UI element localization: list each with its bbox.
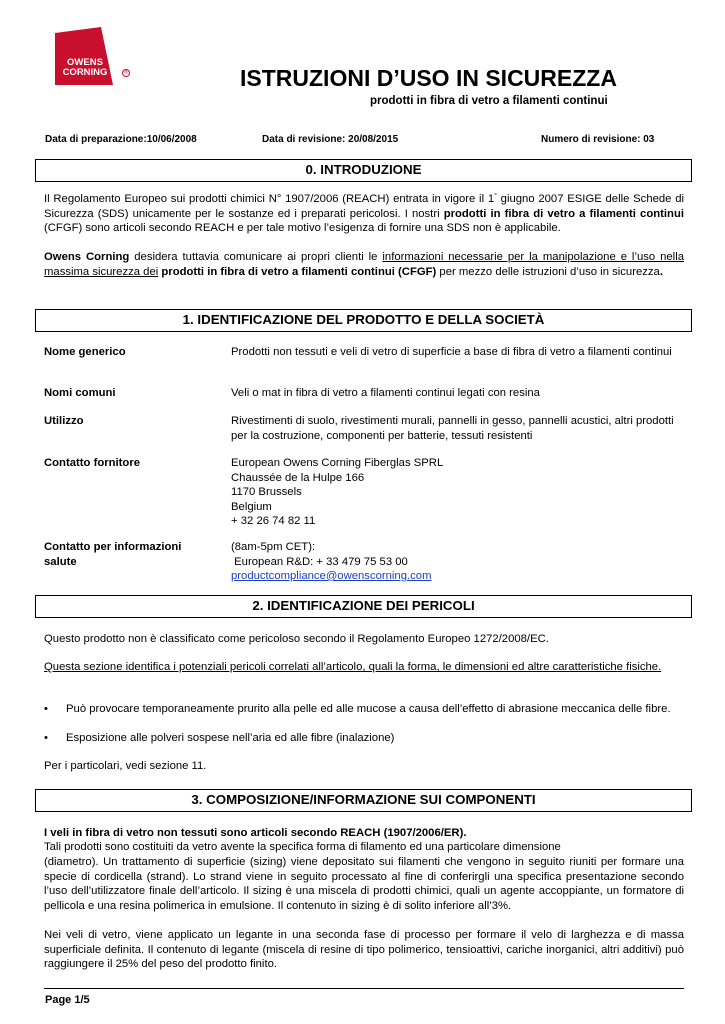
registered-mark: ®: [122, 69, 130, 77]
section-2-paragraph-3: Per i particolari, vedi sezione 11.: [44, 760, 207, 772]
usage-value: Rivestimenti di suolo, rivestimenti murali, pannelli in gesso, pannelli acustici, altri prodotti per la costruzione, componenti per batterie, tessuti resistenti: [231, 415, 674, 442]
supplier-contact-value: European Owens Corning Fiberglas SPRL Chaussée de la Hulpe 166 1170 Brussels Belgium + 32 26 74 82 11: [231, 457, 444, 527]
preparation-date: Data di preparazione:10/06/2008: [45, 134, 197, 145]
revision-number: Numero di revisione: 03: [541, 134, 655, 145]
section-3-paragraph-3: (diametro). Un trattamento di superficie (sizing) viene depositato sui filamenti che vengono in seguito riuniti per formare una specie di cordicella (strand). Lo strand viene in seguito processato al fine di conferirgli una specifica presentazione secondo l’uso dell’utilizzatore finale dell’articolo. Il sizing è una miscela di prodotti chimici, quali un agente accoppiante, un formatore di pellicola e una resina polimerica in emulsione. Il contenuto in sizing è di solito inferiore all’3%.: [44, 856, 684, 912]
svg-text:CORNING: CORNING: [62, 67, 108, 78]
email-link[interactable]: productcompliance@owenscorning.com: [231, 570, 432, 582]
section-0-paragraph-2: Owens Corning desidera tuttavia comunicare ai propri clienti le informazioni necessarie per la manipolazione e l’uso nella massima sicurezza dei prodotti in fibra di vetro a filamenti continui (CFGF) per mezzo delle istruzioni d’uso in sicurezza.: [44, 251, 684, 278]
section-2-heading: 2. IDENTIFICAZIONE DEI PERICOLI: [35, 595, 692, 618]
section-3-paragraph-1: I veli in fibra di vetro non tessuti sono articoli secondo REACH (1907/2006/ER).: [44, 827, 467, 839]
section-0-paragraph-1: Il Regolamento Europeo sui prodotti chimici N° 1907/2006 (REACH) entrata in vigore il 1° giugno 2007 ESIGE delle Schede di Sicurezza (SDS) unicamente per le sostanze ed i preparati pericolosi. I nostri prodotti in fibra di vetro a filamenti continui (CFGF) sono articoli secondo REACH e per tale motivo l’esigenza di fornire una SDS non è applicabile.: [44, 193, 684, 234]
document-subtitle: prodotti in fibra di vetro a filamenti continui: [370, 95, 608, 107]
page-number: Page 1/5: [45, 994, 90, 1006]
health-contact-label: Contatto per informazioni salute: [44, 541, 182, 568]
footer-divider: [44, 988, 684, 989]
svg-text:OWENS: OWENS: [67, 57, 103, 68]
section-2-paragraph-2: Questa sezione identifica i potenziali pericoli correlati all’articolo, quali la forma, le dimensioni ed altre caratteristiche fisiche.: [44, 661, 662, 673]
hazard-bullet-2: • Esposizione alle polveri sospese nell’aria ed alle fibre (inalazione): [44, 732, 395, 744]
section-3-paragraph-2: Tali prodotti sono costituiti da vetro avente la specifica forma di filamento ed una particolare dimensione: [44, 841, 561, 853]
section-3-heading: 3. COMPOSIZIONE/INFORMAZIONE SUI COMPONENTI: [35, 789, 692, 812]
generic-name-value: Prodotti non tessuti e veli di vetro di superficie a base di fibra di vetro a filamenti continui: [231, 346, 672, 358]
generic-name-label: Nome generico: [44, 346, 126, 358]
section-0-heading: 0. INTRODUZIONE: [35, 159, 692, 182]
document-title: ISTRUZIONI D’USO IN SICUREZZA: [240, 65, 617, 91]
owens-corning-logo: [55, 27, 113, 85]
section-1-heading: 1. IDENTIFICAZIONE DEL PRODOTTO E DELLA SOCIETÀ: [35, 309, 692, 332]
health-contact-value: (8am-5pm CET): European R&D: + 33 479 75 53 00 productcompliance@owenscorning.com: [231, 541, 432, 582]
common-names-label: Nomi comuni: [44, 387, 116, 399]
section-3-paragraph-4: Nei veli di vetro, viene applicato un legante in una seconda fase di processo per formare il velo di larghezza e di massa superficiale definita. Il contenuto di legante (miscela di resine di tipo polimerico, tensioattivi, cariche inorganici, altri additivi) può raggiungere il 25% del peso del prodotto finito.: [44, 929, 684, 970]
revision-date: Data di revisione: 20/08/2015: [262, 134, 399, 145]
common-names-value: Veli o mat in fibra di vetro a filamenti continui legati con resina: [231, 387, 540, 399]
section-2-paragraph-1: Questo prodotto non è classificato come pericoloso secondo il Regolamento Europeo 1272/2008/EC.: [44, 633, 549, 645]
hazard-bullet-1: • Può provocare temporaneamente prurito alla pelle ed alle mucose a causa dell’effetto di abrasione meccanica delle fibre.: [44, 703, 671, 715]
usage-label: Utilizzo: [44, 415, 84, 427]
supplier-contact-label: Contatto fornitore: [44, 457, 141, 469]
